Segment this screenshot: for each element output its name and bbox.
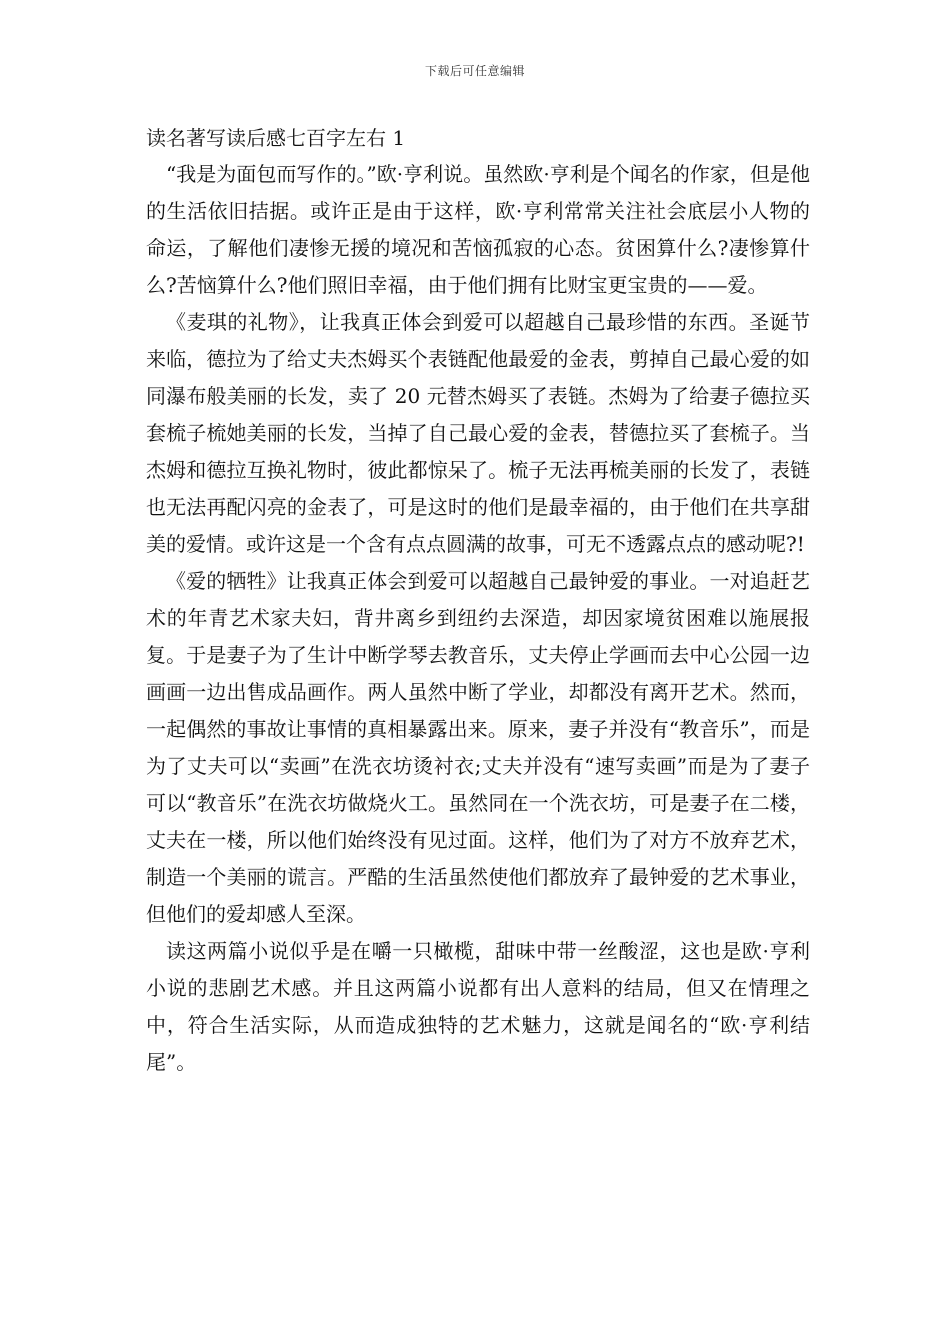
page-header: 下载后可任意编辑 (424, 64, 525, 78)
paragraph-sacrifice-of-love: 《爱的牺牲》让我真正体会到爱可以超越自己最钟爱的事业。一对追赶艺术的年青艺术家夫妇，背井离乡到纽约去深造，却因家境贫困难以施展报复。于是妻子为了生计中断学琴去教音乐，丈夫停止学画而去中心公园一边画画一边出售成品画作。两人虽然中断了学业，却都没有离开艺术。然而，一起偶然的事故让事情的真相暴露出来。原来，妻子并没有“教音乐”，而是为了丈夫可以“卖画”在洗衣坊烫衬衣;丈夫并没有“速写卖画”而是为了妻子可以“教音乐”在洗衣坊做烧火工。虽然同在一个洗衣坊，可是妻子在二楼，丈夫在一楼，所以他们始终没有见过面。这样，他们为了对方不放弃艺术，制造一个美丽的谎言。严酷的生活虽然使他们都放弃了最钟爱的艺术事业，但他们的爱却感人至深。 (146, 569, 810, 926)
paragraph-gift-of-magi: 《麦琪的礼物》，让我真正体会到爱可以超越自己最珍惜的东西。圣诞节来临，德拉为了给丈夫杰姆买个表链配他最爱的金表，剪掉自己最心爱的如同瀑布般美丽的长发，卖了 20 元替杰姆买了表链。杰姆为了给妻子德拉买套梳子梳她美丽的长发，当掉了自己最心爱的金表，替德拉买了套梳子。当杰姆和德拉互换礼物时，彼此都惊呆了。梳子无法再梳美丽的长发了，表链也无法再配闪亮的金表了，可是这时的他们是最幸福的，由于他们在共享甜美的爱情。或许这是一个含有点点圆满的故事，可无不透露点点的感动呢?! (146, 310, 810, 556)
paragraph-conclusion: 读这两篇小说似乎是在嚼一只橄榄，甜味中带一丝酸涩，这也是欧·亨利小说的悲剧艺术感。并且这两篇小说都有出人意料的结局，但又在情理之中，符合生活实际，从而造成独特的艺术魅力，这就是闻名的“欧·亨利结尾”。 (146, 939, 810, 1074)
document-body (146, 120, 810, 1081)
document-title: 读名著写读后感七百字左右 1 (146, 126, 406, 150)
paragraph-intro: “我是为面包而写作的。”欧·亨利说。虽然欧·亨利是个闻名的作家，但是他的生活依旧拮据。或许正是由于这样，欧·亨利常常关注社会底层小人物的命运，了解他们凄惨无援的境况和苦恼孤寂的心态。贫困算什么?凄惨算什么?苦恼算什么?他们照旧幸福，由于他们拥有比财宝更宝贵的——爱。 (146, 162, 810, 297)
